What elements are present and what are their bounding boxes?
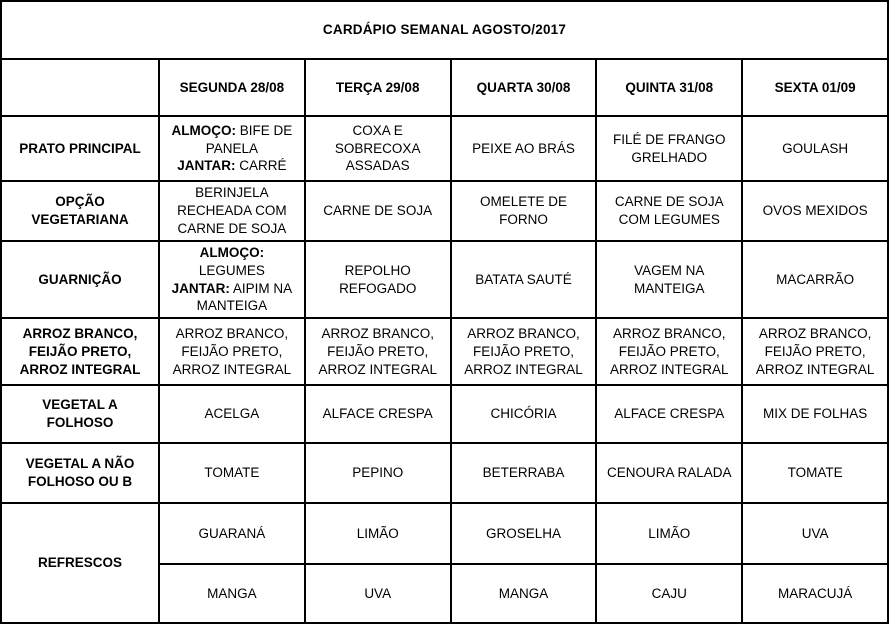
cell-refrescos1-segunda: GUARANÁ bbox=[159, 503, 305, 564]
cell-refrescos1-terca: LIMÃO bbox=[305, 503, 451, 564]
cell-guarnicao-quarta: BATATA SAUTÉ bbox=[451, 241, 597, 318]
corner-cell bbox=[1, 59, 159, 116]
row-prato-principal bbox=[1, 116, 888, 181]
cell-guarnicao-sexta: MACARRÃO bbox=[742, 241, 888, 318]
row-label-prato-principal: PRATO PRINCIPAL bbox=[1, 116, 159, 181]
cell-vegetal-folhoso-quarta: CHICÓRIA bbox=[451, 385, 597, 443]
row-label-guarnicao: GUARNIÇÃO bbox=[1, 241, 159, 318]
cell-prato-principal-quarta: PEIXE AO BRÁS bbox=[451, 116, 597, 181]
cell-arroz-segunda: ARROZ BRANCO, FEIJÃO PRETO, ARROZ INTEGRAL bbox=[159, 318, 305, 385]
page-title: CARDÁPIO SEMANAL AGOSTO/2017 bbox=[1, 1, 888, 59]
jantar-value: AIPIM NA MANTEIGA bbox=[196, 280, 293, 314]
jantar-label: JANTAR: bbox=[171, 280, 230, 296]
cell-arroz-terca: ARROZ BRANCO, FEIJÃO PRETO, ARROZ INTEGRAL bbox=[305, 318, 451, 385]
row-opcao-vegetariana bbox=[1, 181, 888, 241]
almoco-value: LEGUMES bbox=[198, 262, 265, 278]
cell-vegetal-nao-folhoso-quarta: BETERRABA bbox=[451, 443, 597, 503]
cell-refrescos1-quinta: LIMÃO bbox=[596, 503, 742, 564]
row-label-vegetal-nao-folhoso: VEGETAL A NÃO FOLHOSO OU B bbox=[1, 443, 159, 503]
cell-refrescos2-segunda: MANGA bbox=[159, 564, 305, 623]
cell-vegetal-nao-folhoso-segunda: TOMATE bbox=[159, 443, 305, 503]
cell-vegetal-nao-folhoso-terca: PEPINO bbox=[305, 443, 451, 503]
jantar-label: JANTAR: bbox=[177, 158, 236, 174]
almoco-label: ALMOÇO: bbox=[171, 122, 236, 138]
cell-vegetal-nao-folhoso-sexta: TOMATE bbox=[742, 443, 888, 503]
cell-guarnicao-quinta: VAGEM NA MANTEIGA bbox=[596, 241, 742, 318]
cell-arroz-sexta: ARROZ BRANCO, FEIJÃO PRETO, ARROZ INTEGRAL bbox=[742, 318, 888, 385]
row-label-refrescos: REFRESCOS bbox=[1, 503, 159, 623]
cell-arroz-quarta: ARROZ BRANCO, FEIJÃO PRETO, ARROZ INTEGRAL bbox=[451, 318, 597, 385]
cell-refrescos2-quarta: MANGA bbox=[451, 564, 597, 623]
day-header-sexta: SEXTA 01/09 bbox=[742, 59, 888, 116]
cell-vegetal-folhoso-sexta: MIX DE FOLHAS bbox=[742, 385, 888, 443]
row-guarnicao bbox=[1, 241, 888, 318]
title-row bbox=[1, 1, 888, 59]
cell-prato-principal-sexta: GOULASH bbox=[742, 116, 888, 181]
row-refrescos-1 bbox=[1, 503, 888, 564]
row-vegetal-folhoso bbox=[1, 385, 888, 443]
row-label-arroz: ARROZ BRANCO, FEIJÃO PRETO, ARROZ INTEGRAL bbox=[1, 318, 159, 385]
cell-refrescos1-sexta: UVA bbox=[742, 503, 888, 564]
jantar-value: CARRÉ bbox=[239, 158, 287, 174]
cell-vegetal-folhoso-terca: ALFACE CRESPA bbox=[305, 385, 451, 443]
cell-vegetal-nao-folhoso-quinta: CENOURA RALADA bbox=[596, 443, 742, 503]
day-header-quinta: QUINTA 31/08 bbox=[596, 59, 742, 116]
cell-prato-principal-segunda bbox=[159, 116, 305, 181]
cell-refrescos2-terca: UVA bbox=[305, 564, 451, 623]
cell-guarnicao-terca: REPOLHO REFOGADO bbox=[305, 241, 451, 318]
row-label-opcao-vegetariana: OPÇÃO VEGETARIANA bbox=[1, 181, 159, 241]
day-header-segunda: SEGUNDA 28/08 bbox=[159, 59, 305, 116]
cell-refrescos2-sexta: MARACUJÁ bbox=[742, 564, 888, 623]
cell-refrescos1-quarta: GROSELHA bbox=[451, 503, 597, 564]
almoco-label: ALMOÇO: bbox=[199, 245, 265, 260]
day-header-quarta: QUARTA 30/08 bbox=[451, 59, 597, 116]
cell-refrescos2-quinta: CAJU bbox=[596, 564, 742, 623]
cell-prato-principal-terca: COXA E SOBRECOXA ASSADAS bbox=[305, 116, 451, 181]
days-header-row bbox=[1, 59, 888, 116]
row-label-vegetal-folhoso: VEGETAL A FOLHOSO bbox=[1, 385, 159, 443]
day-header-terca: TERÇA 29/08 bbox=[305, 59, 451, 116]
cell-vegetal-folhoso-segunda: ACELGA bbox=[159, 385, 305, 443]
cell-opcao-vegetariana-sexta: OVOS MEXIDOS bbox=[742, 181, 888, 241]
cell-guarnicao-segunda bbox=[159, 241, 305, 318]
almoco-value: BIFE DE PANELA bbox=[205, 122, 293, 156]
row-arroz bbox=[1, 318, 888, 385]
row-vegetal-nao-folhoso bbox=[1, 443, 888, 503]
cell-vegetal-folhoso-quinta: ALFACE CRESPA bbox=[596, 385, 742, 443]
cell-opcao-vegetariana-quarta: OMELETE DE FORNO bbox=[451, 181, 597, 241]
cell-opcao-vegetariana-quinta: CARNE DE SOJA COM LEGUMES bbox=[596, 181, 742, 241]
cell-prato-principal-quinta: FILÉ DE FRANGO GRELHADO bbox=[596, 116, 742, 181]
cell-opcao-vegetariana-terca: CARNE DE SOJA bbox=[305, 181, 451, 241]
cell-arroz-quinta: ARROZ BRANCO, FEIJÃO PRETO, ARROZ INTEGRAL bbox=[596, 318, 742, 385]
cell-opcao-vegetariana-segunda: BERINJELA RECHEADA COM CARNE DE SOJA bbox=[159, 181, 305, 241]
